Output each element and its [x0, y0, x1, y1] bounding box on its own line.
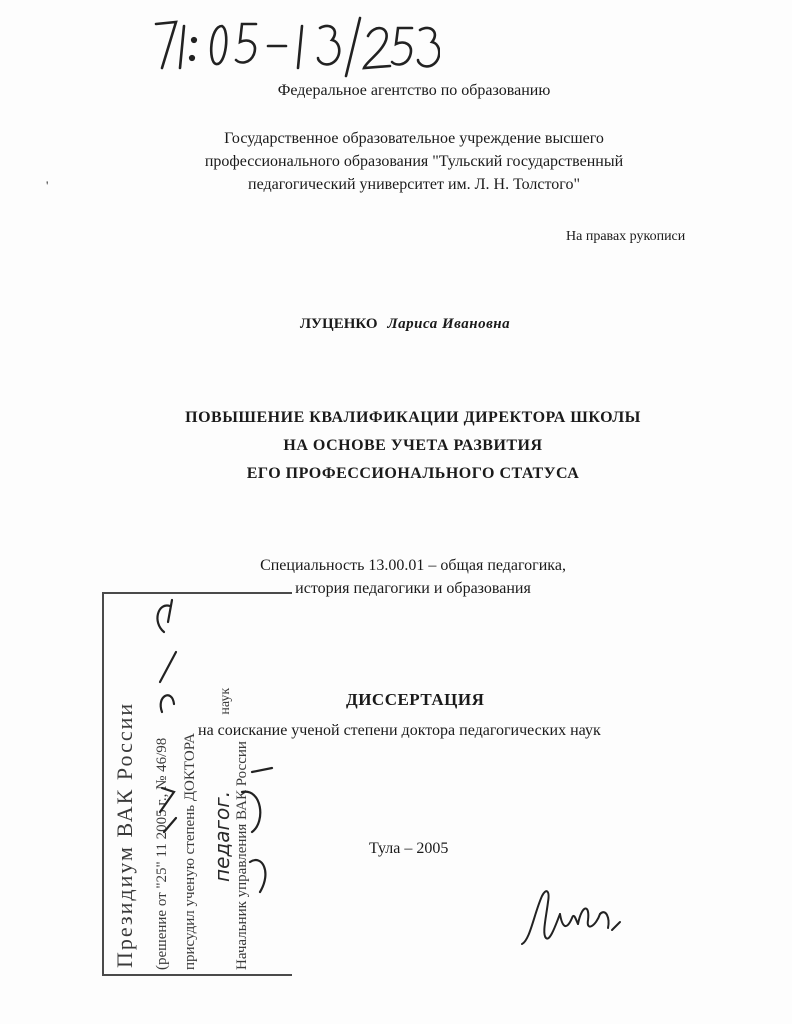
- handwritten-catalog-number: [150, 10, 440, 80]
- dissertation-description: на соискание ученой степени доктора педагогических наук: [198, 722, 601, 739]
- stamp-science-word: наук: [218, 687, 233, 715]
- city-year: Тула – 2005: [369, 840, 449, 857]
- institution-line-2: профессионального образования "Тульский государственный: [204, 153, 624, 170]
- vak-stamp: [102, 592, 292, 976]
- specialty-line-2: история педагогики и образования: [295, 580, 531, 597]
- stamp-handwriting: [102, 592, 292, 976]
- author-surname: ЛУЦЕНКО: [299, 316, 378, 332]
- stamp-presidium-text: Президиум ВАК России: [112, 701, 137, 968]
- title-line-1: ПОВЫШЕНИЕ КВАЛИФИКАЦИИ ДИРЕКТОРА ШКОЛЫ: [185, 409, 641, 426]
- institution-line-1: Государственное образовательное учреждение высшего: [224, 130, 604, 147]
- stamp-degree-text: присудил ученую степень ДОКТОРА: [182, 733, 198, 970]
- margin-mark: ': [46, 178, 49, 193]
- institution-name: [18, 127, 792, 196]
- dissertation-title: [0, 404, 792, 488]
- author-signature: [516, 874, 626, 954]
- author-given-names: Лариса Ивановна: [387, 316, 511, 332]
- stamp-handwritten-degree: педагог.: [210, 790, 234, 882]
- institution-line-3: педагогический университет им. Л. Н. Толстого": [248, 176, 580, 193]
- agency-name: Федеральное агентство по образованию: [277, 82, 551, 99]
- specialty-line-1: Специальность 13.00.01 – общая педагогика,: [260, 557, 566, 574]
- title-line-3: ЕГО ПРОФЕССИОНАЛЬНОГО СТАТУСА: [246, 465, 580, 482]
- title-line-2: НА ОСНОВЕ УЧЕТА РАЗВИТИЯ: [283, 437, 543, 454]
- author-name: [0, 316, 792, 333]
- stamp-head-text: Начальник управления ВАК России: [234, 741, 250, 970]
- dissertation-label: ДИССЕРТАЦИЯ: [346, 690, 485, 709]
- rights-notice: На правах рукописи: [566, 229, 686, 244]
- stamp-decision-text: (решение от "25" 11 2005 г., № 46/98: [154, 737, 170, 970]
